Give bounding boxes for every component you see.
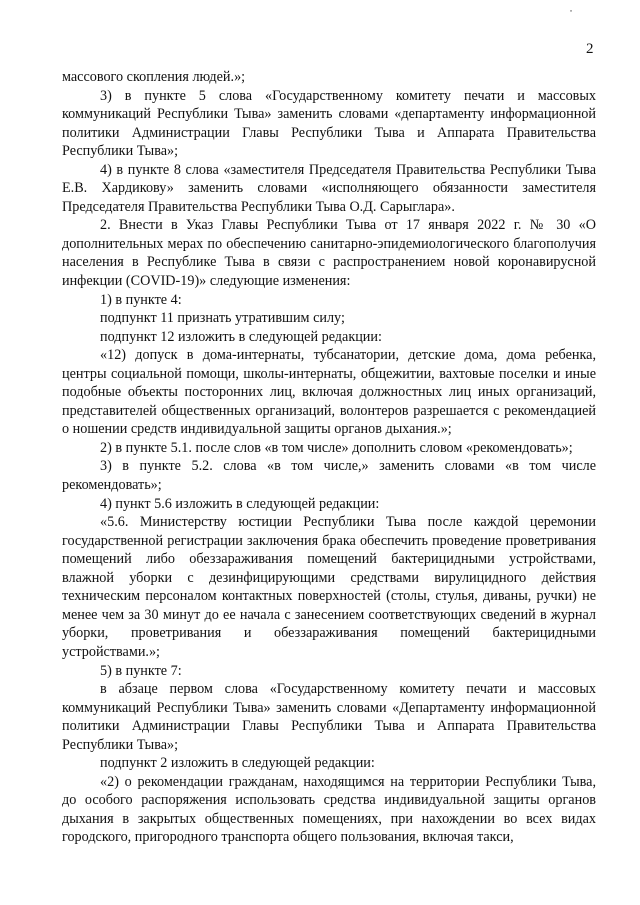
paragraph-8: «12) допуск в дома-интернаты, тубсанатории, детские дома, дома ребенка, центры социальной помощи, школы-интернаты, общежитии, вахтовые поселки и иные подобные объекты посторонних лиц, включая должностных лиц иных организаций, представителей общественных организаций, волонтеров разрешается с рекомендацией о ношении средств индивидуальной защиты органов дыхания.»; (62, 347, 596, 438)
document-body (62, 68, 596, 847)
paragraph-3: 4) в пункте 8 слова «заместителя Председателя Правительства Республики Тыва Е.В. Хардикову» заменить словами «исполняющего обязанности заместителя Председателя Правительства Республики Тыва О.Д. Сарыглара». (62, 161, 596, 215)
paragraph-10: 3) в пункте 5.2. слова «в том числе,» заменить словами «в том числе рекомендовать»; (62, 458, 596, 494)
paragraph-7: подпункт 12 изложить в следующей редакции: (100, 328, 382, 345)
paragraph-11: 4) пункт 5.6 изложить в следующей редакции: (100, 495, 380, 512)
paragraph-5: 1) в пункте 4: (100, 291, 182, 308)
page-number: 2 (586, 41, 594, 57)
paragraph-2: 3) в пункте 5 слова «Государственному комитету печати и массовых коммуникаций Республики Тыва» заменить словами «департаменту информационной политики Администрации Главы Республики Тыва и Аппарата Правительства Республики Тыва»; (62, 87, 596, 160)
paragraph-14: в абзаце первом слова «Государственному комитету печати и массовых коммуникаций Республики Тыва» заменить словами «Департаменту информационной политики Администрации Главы Республики Тыва и Аппарата Правительства Республики Тыва»; (62, 681, 596, 753)
paragraph-15: подпункт 2 изложить в следующей редакции: (100, 755, 375, 772)
paragraph-9: 2) в пункте 5.1. после слов «в том числе» дополнить словом «рекомендовать»; (100, 439, 573, 456)
paragraph-1: массового скопления людей.»; (62, 69, 246, 85)
paragraph-6: подпункт 11 признать утратившим силу; (100, 310, 345, 327)
scan-mark: ˙ (569, 7, 573, 21)
paragraph-4: 2. Внести в Указ Главы Республики Тыва от 17 января 2022 г. № 30 «О дополнительных мерах по обеспечению санитарно-эпидемиологического благополучия населения в Республике Тыва в связи с распространением новой коронавирусной инфекции (COVID-19)» следующие изменения: (62, 217, 596, 290)
paragraph-13: 5) в пункте 7: (100, 662, 182, 679)
paragraph-16: «2) о рекомендации гражданам, находящимся на территории Республики Тыва, до особого распоряжения использовать средства индивидуальной защиты органов дыхания в закрытых общественных помещениях, при нахождении во всех видах городского, пригородного транспорта общего пользования, включая такси, (62, 773, 596, 846)
paragraph-12: «5.6. Министерству юстиции Республики Тыва после каждой церемонии государственной регистрации заключения брака обеспечить проведение проветривания помещений либо обеззараживания помещений бактерицидными устройствами, влажной уборки с дезинфицирующими средствами вирулицидного действия техническим персоналом контактных поверхностей (столы, стулья, диваны, ручки) не менее чем за 30 минут до ее начала с занесением соответствующих сведений в журнал уборки, проветривания и обеззараживания помещений бактерицидными устройствами.»; (62, 514, 596, 660)
